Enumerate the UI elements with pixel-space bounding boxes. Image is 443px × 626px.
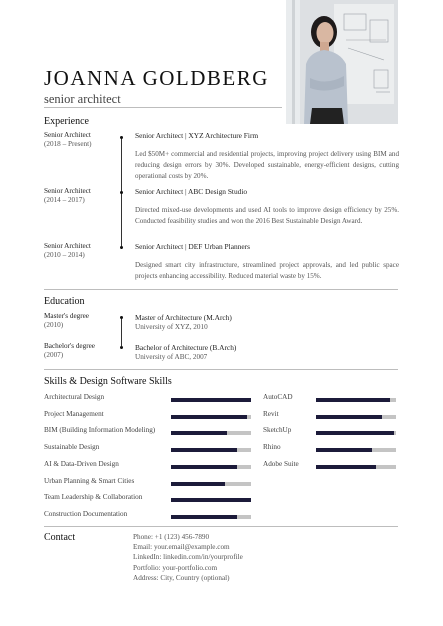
skill-label: Construction Documentation [44,509,128,518]
contact-address: Address: City, Country (optional) [133,573,230,582]
skill-level-bar [171,498,251,502]
skill-level-bar [316,465,396,469]
role-label: Senior Architect [44,242,91,250]
skill-label: Rhino [263,443,281,452]
skill-label: Revit [263,409,279,418]
skill-label: BIM (Building Information Modeling) [44,426,156,435]
contact-block [133,532,398,583]
education-item-2 [135,343,399,363]
skill-level-fill [316,431,394,435]
skill-level-fill [316,415,382,419]
experience-item-3-meta [44,242,124,261]
contact-heading: Contact [44,532,76,543]
timeline-dot [120,191,123,194]
role-label: Senior Architect [44,187,91,195]
degree-label: Master's degree [44,312,89,320]
education-item-2-meta [44,342,124,361]
skill-label: Team Leadership & Collaboration [44,493,143,502]
skill-level-fill [171,498,251,502]
job-heading: Senior Architect | ABC Design Studio [135,187,248,196]
skill-level-bar [171,398,251,402]
timeline-dot [120,316,123,319]
date-range: (2018 – Present) [44,140,92,148]
skills-heading: Skills & Design Software Skills [44,376,172,387]
job-title: senior architect [44,92,121,106]
job-description: Directed mixed-use developments and used AI tools to improve design efficiency by 25%. Conducted feasibility studies and won the 2016 Best Sustainable Design Award. [135,206,399,225]
degree-year: (2007) [44,351,64,359]
school-name: University of XYZ, 2010 [135,323,208,331]
degree-label: Bachelor's degree [44,342,95,350]
experience-item-2-meta [44,187,124,206]
job-heading: Senior Architect | DEF Urban Planners [135,242,250,251]
experience-item-3 [135,242,399,282]
section-divider [44,526,398,527]
skill-label: Architectural Design [44,393,105,401]
skill-level-bar [171,415,251,419]
date-range: (2010 – 2014) [44,251,85,259]
experience-heading: Experience [44,116,89,127]
degree-title: Master of Architecture (M.Arch) [135,313,232,322]
degree-year: (2010) [44,321,64,329]
profile-photo [286,0,398,124]
skill-label: AI & Data-Driven Design [44,459,119,468]
education-item-1 [135,313,399,333]
skill-level-bar [316,431,396,435]
contact-phone: Phone: +1 (123) 456-7890 [133,533,210,541]
education-item-1-meta [44,312,124,331]
skill-level-fill [171,515,237,519]
skill-label: Sustainable Design [44,443,100,452]
skill-level-bar [316,448,396,452]
skill-level-bar [171,431,251,435]
contact-linkedin: LinkedIn: linkedin.com/in/yourprofile [133,553,243,562]
skill-level-fill [171,482,225,486]
job-description: Led $50M+ commercial and residential projects, improving project delivery using BIM and reducing design errors by 30%. Developed sustainable, energy-efficient designs, cutting operational costs by 20%. [135,150,399,180]
skill-label: Urban Planning & Smart Cities [44,476,135,485]
school-name: University of ABC, 2007 [135,353,208,361]
section-divider [44,369,398,370]
header-divider [44,107,282,108]
date-range: (2014 – 2017) [44,196,85,204]
skill-label: Adobe Suite [263,459,299,468]
skill-level-fill [171,465,237,469]
job-description: Designed smart city infrastructure, streamlined project approvals, and led public space projects enhancing accessibility. Reduced material waste by 15%. [135,261,399,280]
skill-label: AutoCAD [263,393,293,401]
degree-title: Bachelor of Architecture (B.Arch) [135,343,237,352]
skill-level-bar [316,415,396,419]
name-heading: JOANNA GOLDBERG [44,66,269,90]
role-label: Senior Architect [44,131,91,139]
skill-level-bar [171,448,251,452]
skill-level-fill [171,398,251,402]
timeline-dot [120,346,123,349]
skill-level-bar [171,482,251,486]
experience-item-1-meta [44,131,124,150]
section-divider [44,289,398,290]
experience-item-2 [135,187,399,227]
education-heading: Education [44,296,85,307]
person-photo-icon [286,0,398,124]
timeline-dot [120,246,123,249]
skill-label: SketchUp [263,426,292,435]
skill-level-fill [316,448,372,452]
contact-portfolio: Portfolio: your-portfolio.com [133,563,218,572]
contact-email: Email: your.email@example.com [133,543,230,552]
timeline-dot [120,136,123,139]
skill-level-bar [171,515,251,519]
skill-level-fill [171,431,227,435]
skill-level-fill [316,398,390,402]
skill-level-fill [171,415,247,419]
job-heading: Senior Architect | XYZ Architecture Firm [135,131,259,140]
skill-level-bar [171,465,251,469]
skill-level-fill [171,448,237,452]
skill-label: Project Management [44,409,104,418]
skill-level-bar [316,398,396,402]
experience-item-1 [135,131,399,181]
skill-level-fill [316,465,376,469]
